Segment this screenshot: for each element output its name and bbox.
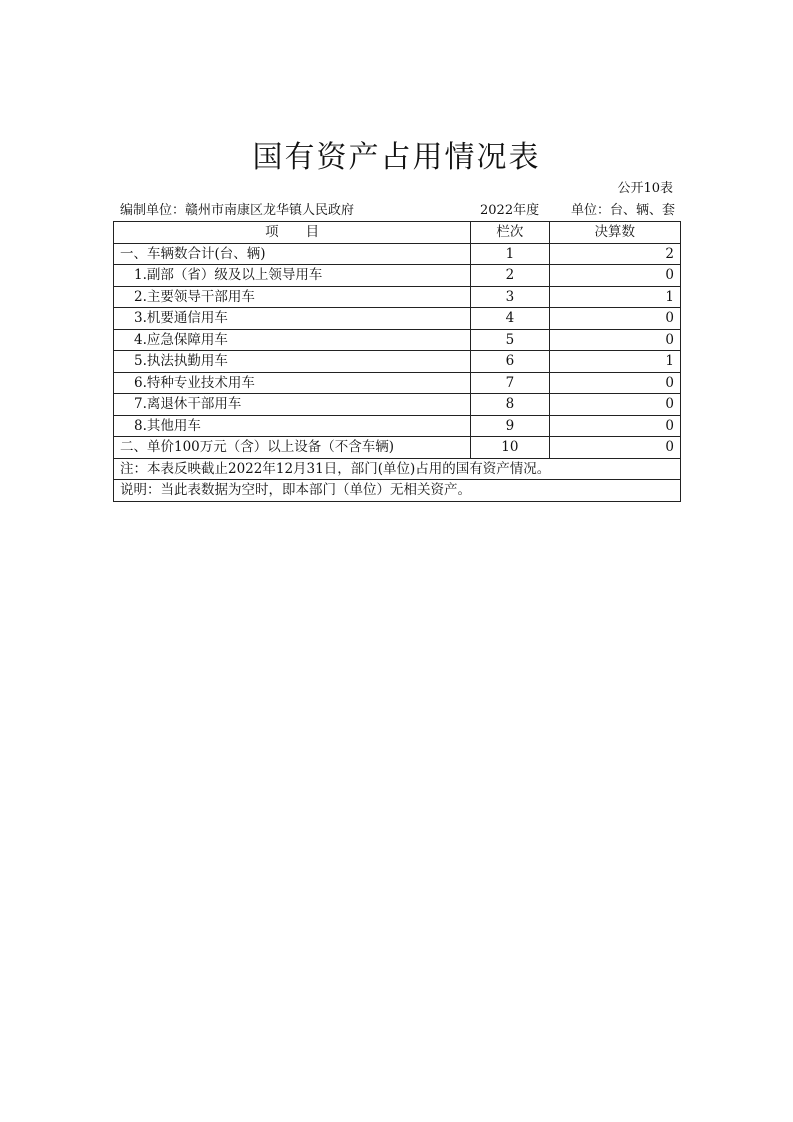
row-item: 5.执法执勤用车 xyxy=(114,351,471,373)
row-item: 8.其他用车 xyxy=(114,415,471,437)
header-value: 决算数 xyxy=(549,222,680,244)
row-seq: 9 xyxy=(471,415,549,437)
table-row xyxy=(114,243,681,265)
table-row xyxy=(114,286,681,308)
table-row xyxy=(114,372,681,394)
row-value: 0 xyxy=(549,308,680,330)
row-seq: 4 xyxy=(471,308,549,330)
row-seq: 1 xyxy=(471,243,549,265)
reporting-unit: 编制单位：赣州市南康区龙华镇人民政府 xyxy=(120,203,355,218)
table-row xyxy=(114,394,681,416)
row-value: 1 xyxy=(549,286,680,308)
row-value: 0 xyxy=(549,265,680,287)
row-value: 0 xyxy=(549,415,680,437)
row-seq: 8 xyxy=(471,394,549,416)
table-header-row xyxy=(114,222,681,244)
page-title: 国有资产占用情况表 xyxy=(252,140,541,175)
row-item: 一、车辆数合计(台、辆) xyxy=(114,243,471,265)
row-item: 4.应急保障用车 xyxy=(114,329,471,351)
row-value: 0 xyxy=(549,437,680,459)
row-value: 0 xyxy=(549,394,680,416)
row-value: 0 xyxy=(549,329,680,351)
row-seq: 10 xyxy=(471,437,549,459)
table-row xyxy=(114,329,681,351)
row-item: 二、单价100万元（含）以上设备（不含车辆) xyxy=(114,437,471,459)
row-seq: 3 xyxy=(471,286,549,308)
fiscal-year: 2022年度 xyxy=(480,203,540,218)
row-seq: 6 xyxy=(471,351,549,373)
row-value: 1 xyxy=(549,351,680,373)
header-seq: 栏次 xyxy=(471,222,549,244)
asset-table xyxy=(113,221,681,502)
table-row xyxy=(114,265,681,287)
table-explanation: 说明：当此表数据为空时，即本部门（单位）无相关资产。 xyxy=(114,480,681,502)
row-value: 2 xyxy=(549,243,680,265)
table-row xyxy=(114,351,681,373)
meta-row xyxy=(120,202,675,220)
explanation-row xyxy=(114,480,681,502)
form-number: 公开10表 xyxy=(617,181,673,196)
measure-unit: 单位：台、辆、套 xyxy=(570,203,675,218)
table-note: 注：本表反映截止2022年12月31日，部门(单位)占用的国有资产情况。 xyxy=(114,458,681,480)
header-item: 项 目 xyxy=(114,222,471,244)
row-item: 6.特种专业技术用车 xyxy=(114,372,471,394)
row-value: 0 xyxy=(549,372,680,394)
row-item: 1.副部（省）级及以上领导用车 xyxy=(114,265,471,287)
row-item: 7.离退休干部用车 xyxy=(114,394,471,416)
table-row xyxy=(114,437,681,459)
row-item: 3.机要通信用车 xyxy=(114,308,471,330)
table-row xyxy=(114,308,681,330)
row-item: 2.主要领导干部用车 xyxy=(114,286,471,308)
row-seq: 7 xyxy=(471,372,549,394)
table-row xyxy=(114,415,681,437)
row-seq: 2 xyxy=(471,265,549,287)
note-row xyxy=(114,458,681,480)
row-seq: 5 xyxy=(471,329,549,351)
